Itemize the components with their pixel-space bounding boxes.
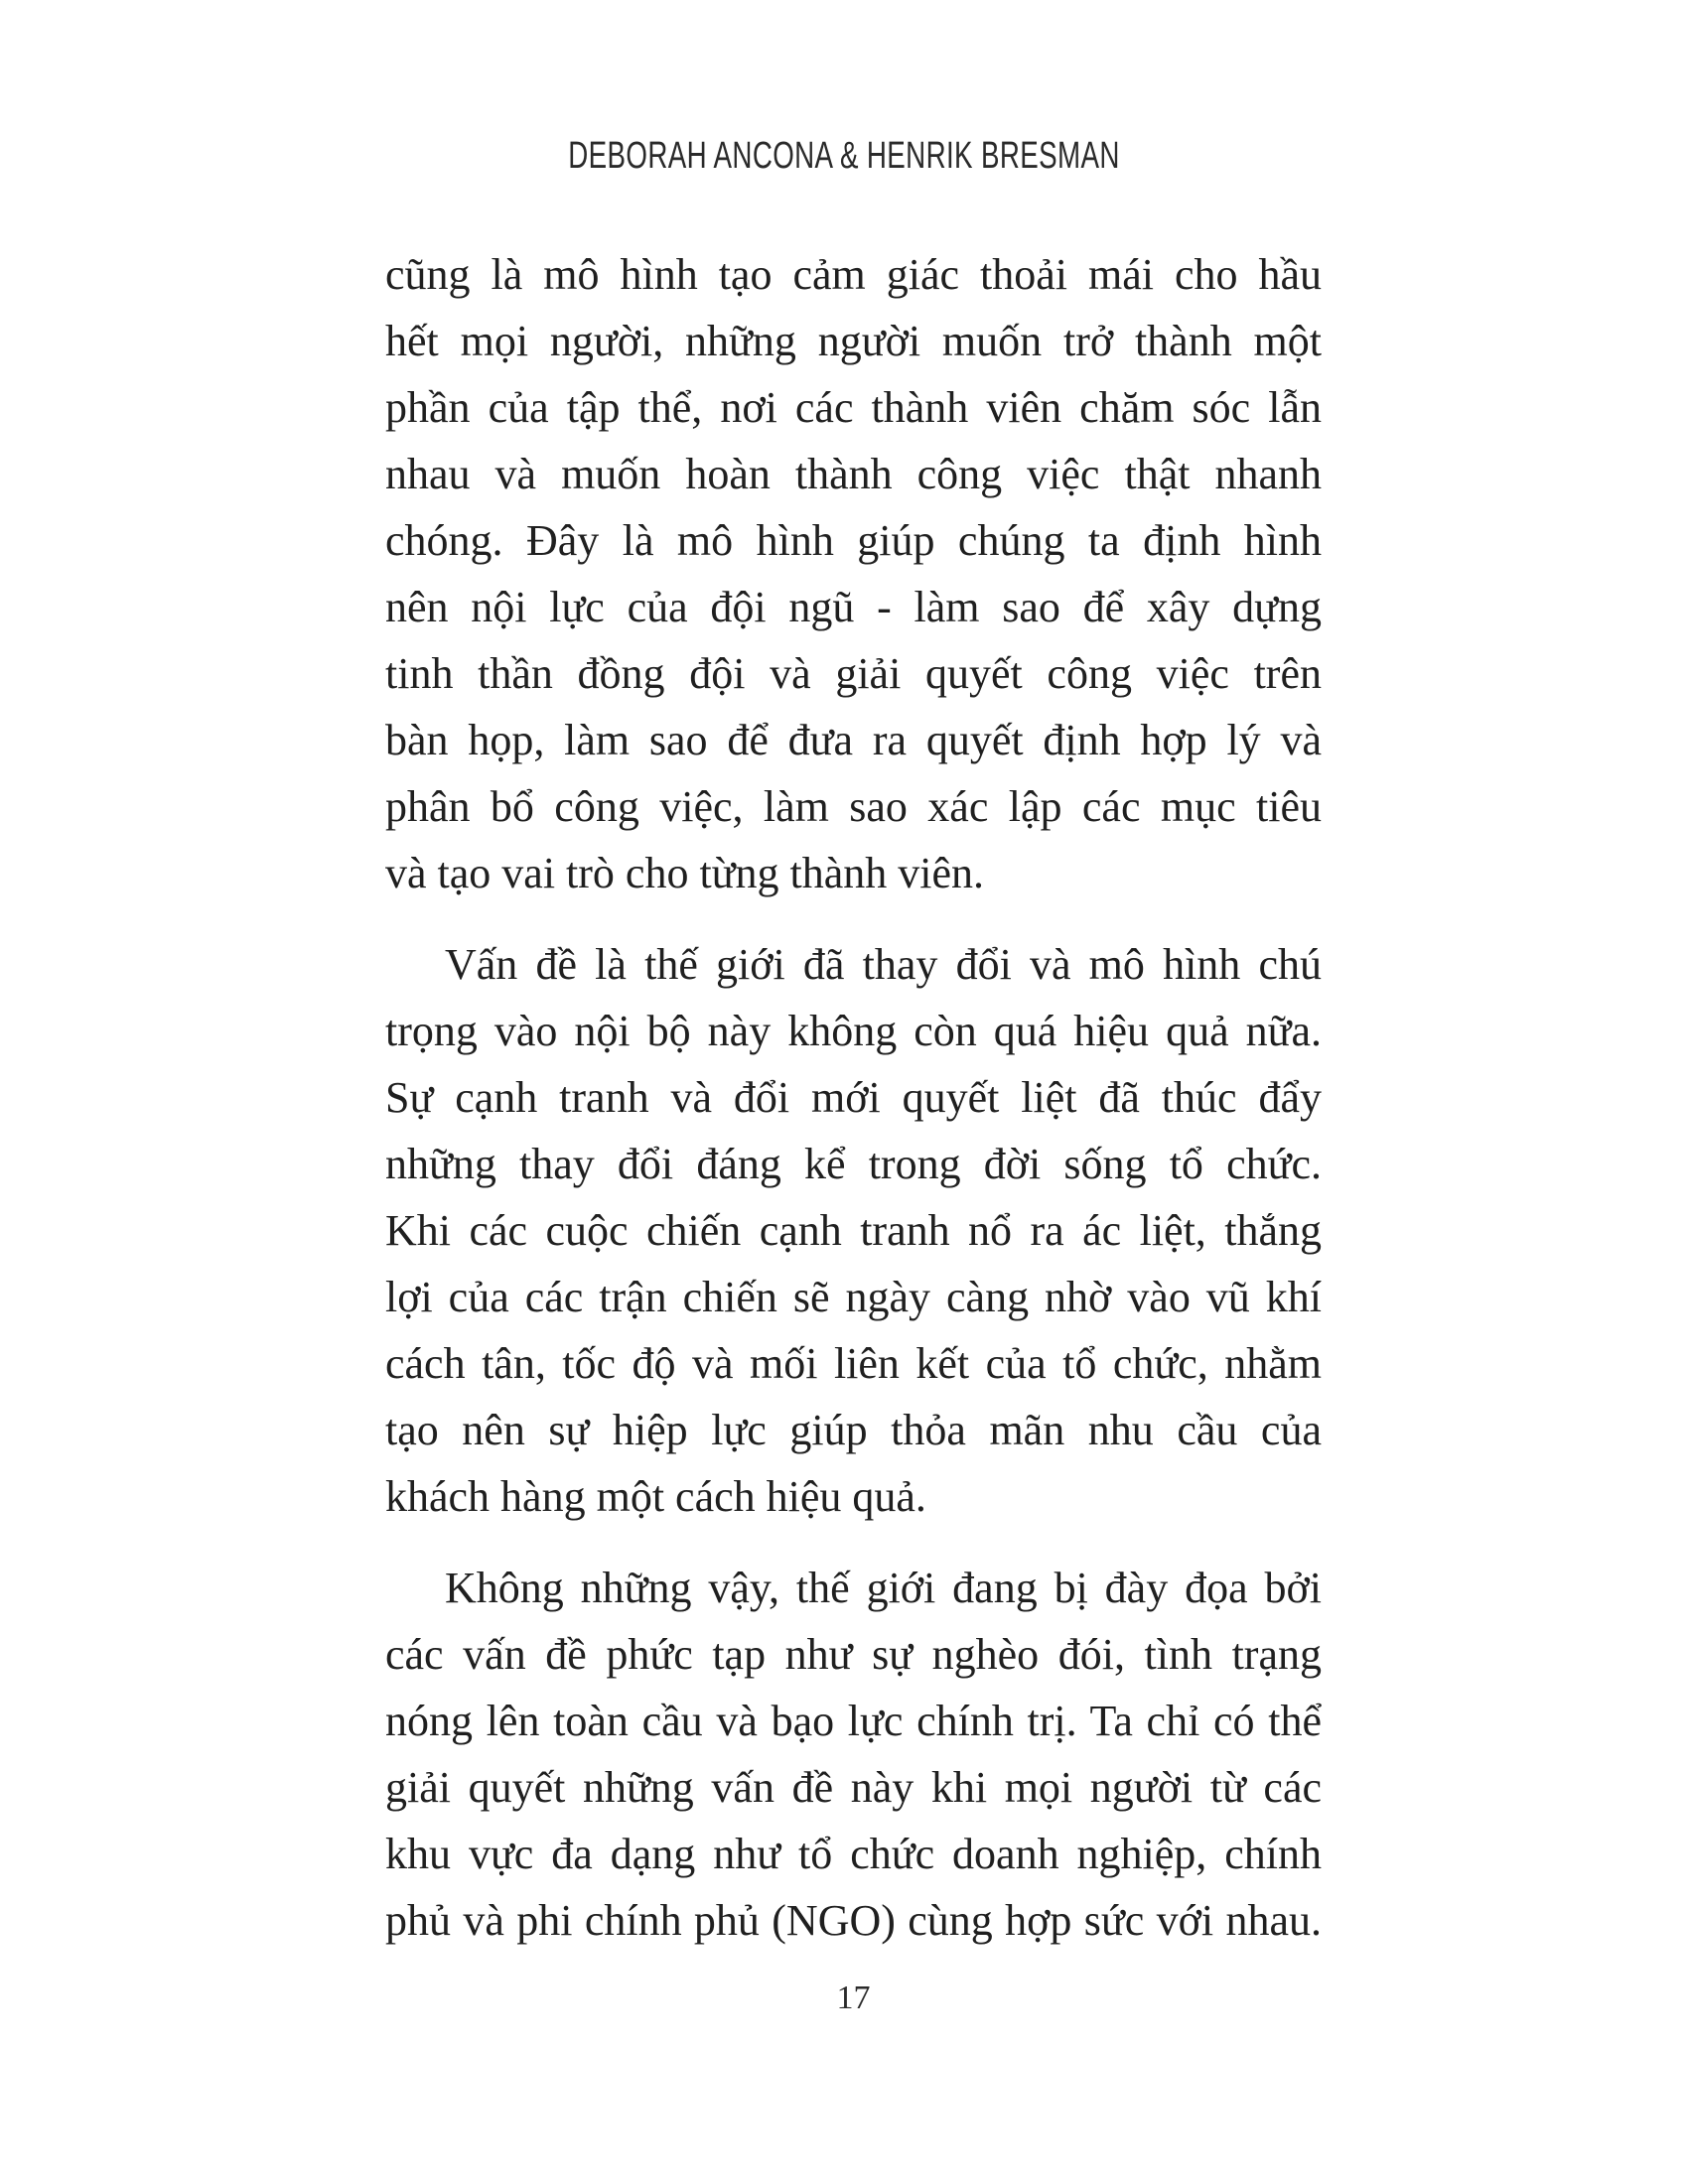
text-line: khu vực đa dạng như tổ chức doanh nghiệp, chính xyxy=(385,1830,1322,1878)
text-line: những thay đổi đáng kể trong đời sống tổ chức. xyxy=(385,1140,1322,1188)
text-line: phủ và phi chính phủ (NGO) cùng hợp sức với nhau. xyxy=(385,1896,1322,1945)
text-line: nhau và muốn hoàn thành công việc thật nhanh xyxy=(385,450,1322,498)
text-line: Vấn đề là thế giới đã thay đổi và mô hình chú xyxy=(445,940,1322,989)
text-line: tinh thần đồng đội và giải quyết công việc trên xyxy=(385,649,1322,698)
text-line: và tạo vai trò cho từng thành viên. xyxy=(385,849,985,897)
text-line: Khi các cuộc chiến cạnh tranh nổ ra ác liệt, thắng xyxy=(385,1206,1322,1255)
text-line: bàn họp, làm sao để đưa ra quyết định hợp lý và xyxy=(385,716,1322,764)
text-line: khách hàng một cách hiệu quả. xyxy=(385,1472,926,1521)
text-line: lợi của các trận chiến sẽ ngày càng nhờ vào vũ khí xyxy=(385,1273,1322,1321)
text-line: các vấn đề phức tạp như sự nghèo đói, tình trạng xyxy=(385,1630,1322,1679)
paragraph xyxy=(385,931,1322,1530)
paragraph xyxy=(385,1555,1322,1954)
running-header: DEBORAH ANCONA & HENRIK BRESMAN xyxy=(568,135,1120,177)
body-text xyxy=(385,241,1322,1979)
text-line: tạo nên sự hiệp lực giúp thỏa mãn nhu cầu của xyxy=(385,1406,1322,1454)
text-line: hết mọi người, những người muốn trở thành một xyxy=(385,317,1322,365)
text-line: chóng. Đây là mô hình giúp chúng ta định hình xyxy=(385,516,1322,565)
text-line: nên nội lực của đội ngũ - làm sao để xây dựng xyxy=(385,583,1322,631)
text-line: trọng vào nội bộ này không còn quá hiệu quả nữa. xyxy=(385,1007,1322,1055)
text-line: cách tân, tốc độ và mối liên kết của tổ chức, nhằm xyxy=(385,1339,1322,1388)
text-line: Sự cạnh tranh và đổi mới quyết liệt đã thúc đẩy xyxy=(385,1073,1322,1122)
text-line: cũng là mô hình tạo cảm giác thoải mái cho hầu xyxy=(385,250,1322,299)
text-line: phân bổ công việc, làm sao xác lập các mục tiêu xyxy=(385,782,1322,831)
paragraph xyxy=(385,241,1322,906)
text-line: Không những vậy, thế giới đang bị đày đọa bởi xyxy=(445,1564,1322,1612)
page-number: 17 xyxy=(836,1979,871,2016)
text-line: nóng lên toàn cầu và bạo lực chính trị. Ta chỉ có thể xyxy=(385,1697,1322,1745)
text-line: giải quyết những vấn đề này khi mọi người từ các xyxy=(385,1763,1322,1812)
text-line: phần của tập thể, nơi các thành viên chăm sóc lẫn xyxy=(385,383,1322,432)
